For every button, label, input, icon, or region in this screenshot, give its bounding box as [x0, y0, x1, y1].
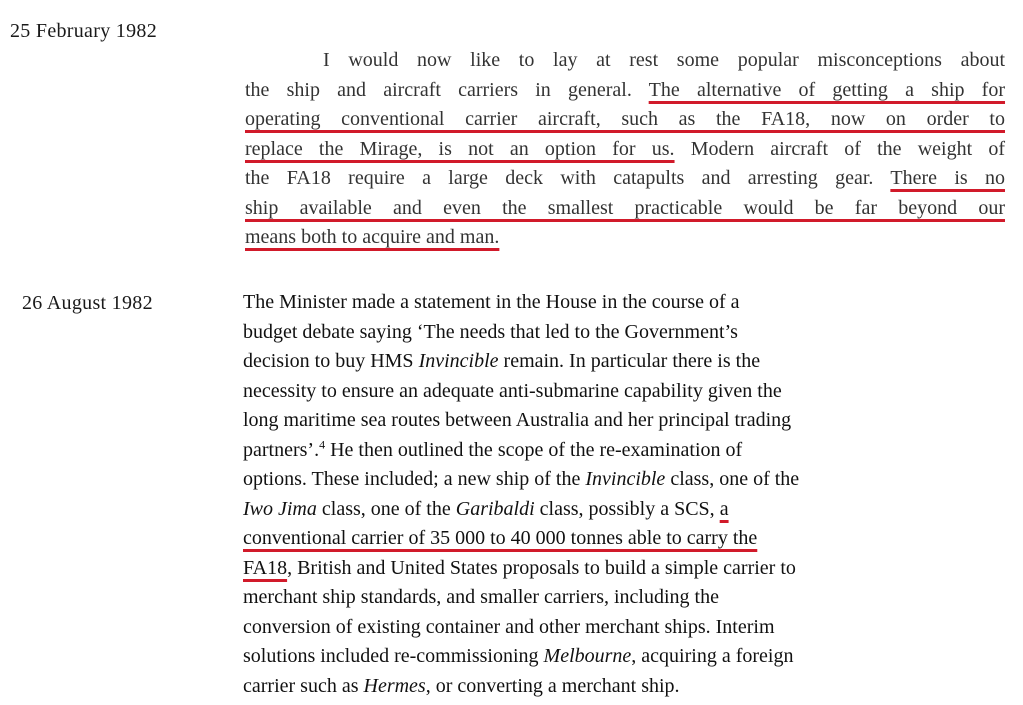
entry-date-2: 26 August 1982 — [22, 292, 153, 314]
text-line: budget debate saying ‘The needs that led to the Government’s — [243, 320, 738, 343]
text-line: merchant ship standards, and smaller carriers, including the — [243, 586, 719, 608]
text-line: necessity to ensure an adequate anti-submarine capability given the — [243, 379, 782, 402]
text-line — [245, 223, 1005, 253]
red-underline-highlight: There is no — [890, 167, 1005, 189]
text-line: I would now like to lay at rest some popular misconceptions about — [323, 49, 1005, 71]
red-underline-highlight: ship available and even the smallest practicable would be far beyond our — [245, 196, 1005, 219]
text-line: replace the Mirage, is not an option for us. Modern aircraft of the weight of — [245, 137, 1006, 160]
entry-date-1: 25 February 1982 — [10, 20, 157, 42]
red-underline-highlight: The alternative of getting a ship for — [648, 78, 1006, 101]
text-line: Iwo Jima class, one of the Garibaldi class, possibly a SCS, a — [243, 497, 729, 520]
text-line: options. These included; a new ship of the Invincible class, one of the — [243, 468, 800, 490]
text-line: partners’.$^4$ He then outlined the scope of the re-examination of — [243, 436, 743, 461]
text-line — [245, 105, 1005, 135]
text-line: long maritime sea routes between Australia and her principal trading — [243, 409, 792, 431]
text-line: conversion of existing container and other merchant ships. Interim — [243, 615, 775, 638]
text-line: FA18, British and United States proposals to build a simple carrier to — [243, 556, 796, 579]
red-underline-highlight: a — [719, 497, 729, 520]
entry-text-1 — [245, 46, 1005, 253]
text-line: decision to buy HMS Invincible remain. In particular there is the — [243, 350, 761, 372]
red-underline-highlight: replace the Mirage, is not an option for us. — [245, 137, 675, 160]
text-line: solutions included re-commissioning Melbourne, acquiring a foreign — [243, 645, 794, 667]
footnote-marker: 4 — [319, 436, 326, 451]
red-underline-highlight: conventional carrier of 35 000 to 40 000 tonnes able to carry the — [243, 527, 758, 549]
text-line: the FA18 require a large deck with catapults and arresting gear. There is no — [245, 167, 1005, 189]
red-underline-highlight: operating conventional carrier aircraft, such as the FA18, now on order to — [245, 108, 1005, 130]
text-line: carrier such as Hermes, or converting a merchant ship. — [243, 674, 680, 697]
red-underline-highlight: means both to acquire and man. — [245, 226, 500, 248]
red-underline-highlight: FA18 — [243, 556, 288, 579]
entry-text-2 — [243, 288, 933, 701]
text-line: the ship and aircraft carriers in general. The alternative of getting a ship for — [245, 78, 1006, 101]
text-line — [245, 194, 1005, 224]
text-line — [243, 524, 933, 554]
text-line: The Minister made a statement in the House in the course of a — [243, 291, 740, 313]
